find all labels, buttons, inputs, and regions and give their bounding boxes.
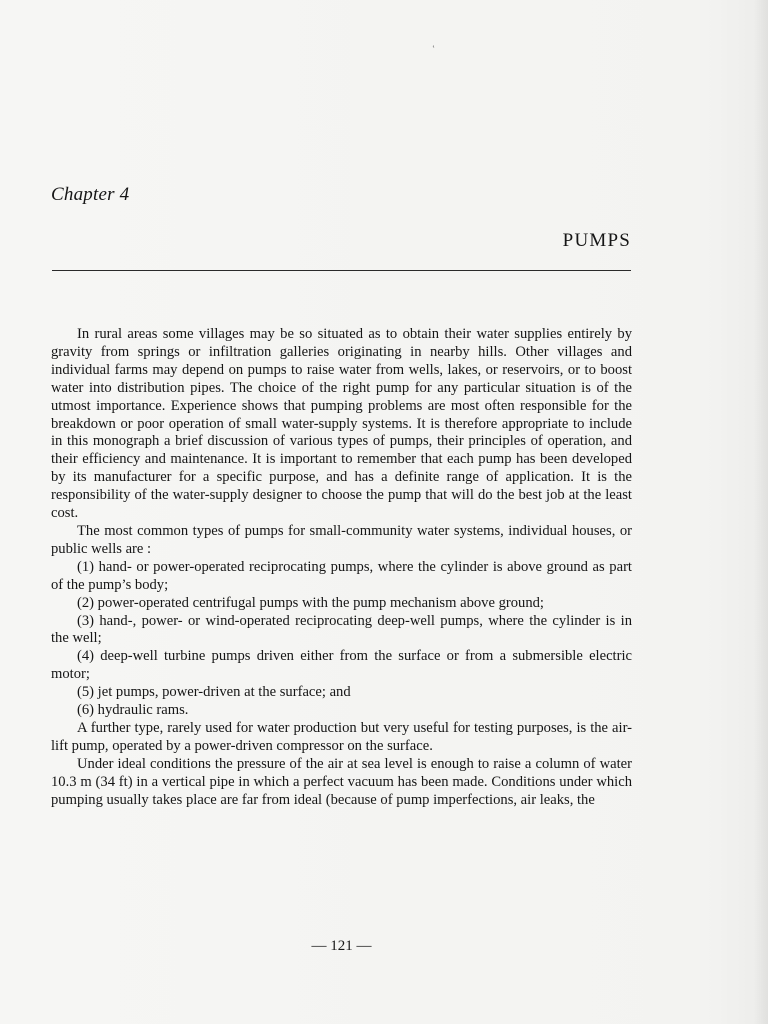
paragraph-intro: In rural areas some villages may be so situated as to obtain their water supplies entirely by gravity from springs or infiltration galleries originating in nearby hills. Other villages and individual farms may depend on pumps to raise water from wells, lakes, or reservoirs, or to boost water into distribution pipes. The choice of the right pump for any particular situation is of the utmost importance. Experience shows that pumping problems are most often responsible for the breakdown or poor operation of small water-supply systems. It is therefore appropriate to include in this monograph a brief discussion of various types of pumps, their principles of operation, and their efficiency and maintenance. It is important to remember that each pump has been developed by its manufacturer for a specific purpose, and has a definite range of application. It is the responsibility of the water-supply designer to choose the pump that will do the best job at the least cost. bbox=[51, 326, 632, 522]
list-item: (1) hand- or power-operated reciprocating pumps, where the cylinder is above ground as part of the pump’s body; bbox=[51, 558, 632, 593]
page-edge-shadow bbox=[754, 0, 768, 1024]
paragraph-ideal-conditions: Under ideal conditions the pressure of the air at sea level is enough to raise a column of water 10.3 m (34 ft) in a vertical pipe in which a perfect vacuum has been made. Conditions under which pumping usually takes place are far from ideal (because of pump imperfections, air leaks, the bbox=[51, 755, 632, 808]
paragraph-types-lead: The most common types of pumps for small-community water systems, individual houses, or public wells are : bbox=[51, 522, 632, 557]
list-item: (5) jet pumps, power-driven at the surface; and bbox=[77, 684, 351, 701]
chapter-label: Chapter 4 bbox=[51, 184, 130, 205]
list-item: (6) hydraulic rams. bbox=[77, 702, 189, 719]
list-item: (3) hand-, power- or wind-operated reciprocating deep-well pumps, where the cylinder is in the well; bbox=[51, 612, 632, 647]
body-text bbox=[51, 326, 632, 809]
scan-speck: ‛ bbox=[432, 44, 435, 54]
paragraph-further-type: A further type, rarely used for water production but very useful for testing purposes, is the air-lift pump, operated by a power-driven compressor on the surface. bbox=[51, 719, 632, 754]
title-rule bbox=[52, 270, 631, 271]
page-number: — 121 — bbox=[311, 938, 372, 954]
chapter-title: PUMPS bbox=[562, 230, 631, 251]
list-item: (4) deep-well turbine pumps driven either from the surface or from a submersible electric motor; bbox=[51, 648, 632, 683]
list-item: (2) power-operated centrifugal pumps with the pump mechanism above ground; bbox=[77, 594, 544, 611]
